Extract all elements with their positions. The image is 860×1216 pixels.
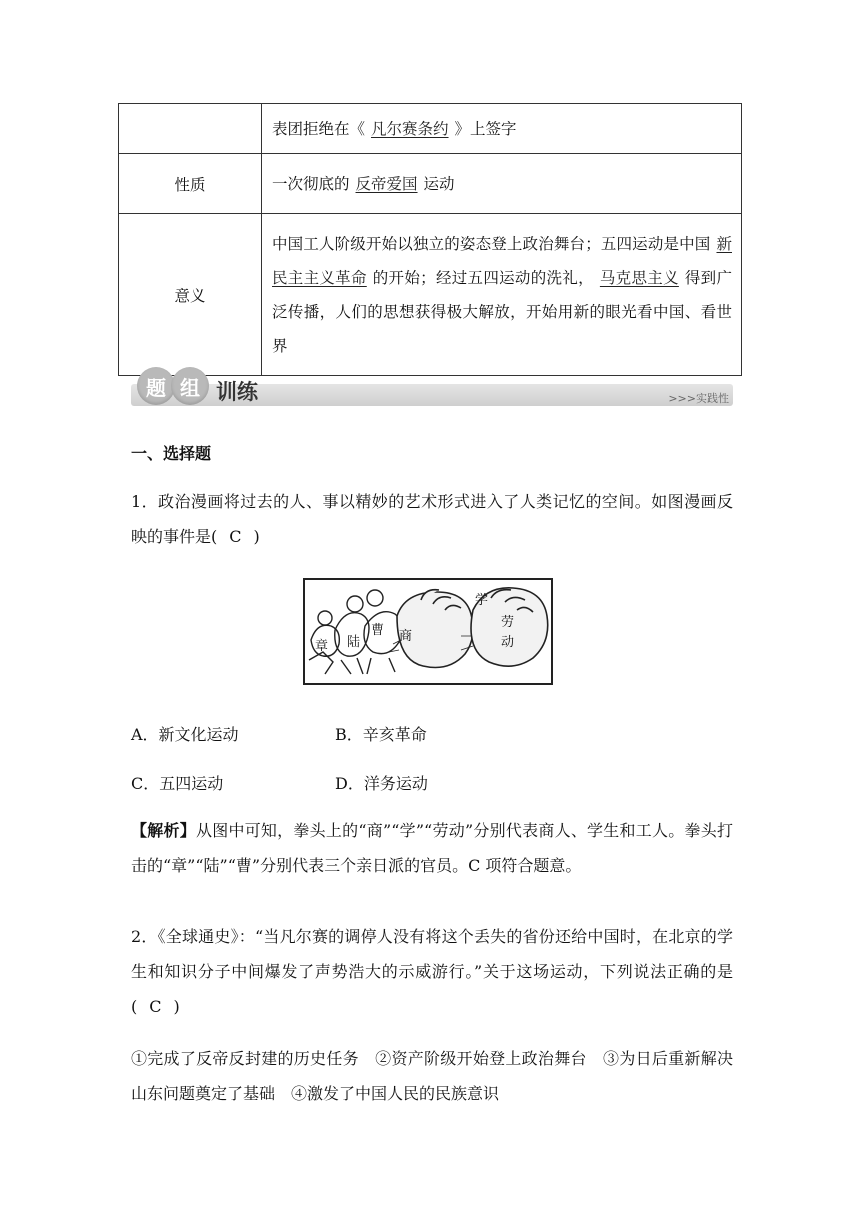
table-row [119, 104, 742, 154]
answer-fill: 反帝爱国 [355, 174, 418, 193]
banner-badge: 组 [171, 367, 209, 405]
answer-fill: 凡尔赛条约 [371, 119, 449, 138]
question-text: ) [173, 997, 180, 1016]
section-banner [131, 366, 735, 414]
answer-fill: 新民主主义革命 [272, 234, 732, 287]
option-d: D．洋务运动 [335, 774, 428, 793]
cartoon-label: 陆 [347, 635, 361, 650]
cartoon-label: 劳 [501, 615, 515, 630]
row-content [262, 104, 742, 154]
text-segment: 的开始；经过五四运动的洗礼， [372, 268, 594, 287]
question-2-stem [131, 919, 733, 1024]
table-row [119, 214, 742, 376]
question-2-statements: ①完成了反帝反封建的历史任务 ②资产阶级开始登上政治舞台 ③为日后重新解决山东问题奠定了基础 ④激发了中国人民的民族意识 [131, 1049, 733, 1103]
question-text: 1．政治漫画将过去的人、事以精妙的艺术形式进入了人类记忆的空间。如图漫画反映的事件是( [131, 492, 733, 546]
option-a: A．新文化运动 [131, 725, 239, 744]
cartoon-label: 商 [399, 629, 413, 644]
political-cartoon [303, 578, 553, 685]
question-1-stem [131, 484, 733, 554]
text-segment: 运动 [423, 174, 455, 193]
section-heading: 一、选择题 [131, 444, 212, 463]
banner-badge: 题 [137, 367, 175, 405]
history-summary-table [118, 103, 742, 376]
cartoon-label: 章 [315, 639, 329, 654]
question-1-analysis [131, 813, 733, 883]
cartoon-label: 学 [475, 593, 489, 608]
question-text: 2．《全球通史》：“当凡尔赛的调停人没有将这个丢失的省份还给中国时，在北京的学生和知识分子中间爆发了声势浩大的示威游行。”关于这场运动，下列说法正确的是( [131, 927, 733, 1016]
analysis-text: 从图中可知，拳头上的“商”“学”“劳动”分别代表商人、学生和工人。拳头打击的“章”“陆”“曹”分别代表三个亲日派的官员。C 项符合题意。 [131, 821, 733, 875]
row-label [119, 104, 262, 154]
text-segment: 》上签字 [454, 119, 517, 138]
table-row [119, 154, 742, 214]
analysis-label: 【解析】 [131, 821, 196, 840]
banner-tag: >>>实践性 [668, 392, 729, 405]
option-c: C．五四运动 [131, 774, 224, 793]
text-segment: 表团拒绝在《 [272, 119, 366, 138]
text-segment: 一次彻底的 [272, 174, 350, 193]
row-content [262, 214, 742, 376]
text-segment: 得到广泛传播，人们的思想获得极大解放，开始用新的眼光看中国、看世界 [272, 268, 732, 355]
text-segment: 中国工人阶级开始以独立的姿态登上政治舞台；五四运动是中国 [272, 234, 711, 253]
option-b: B．辛亥革命 [335, 725, 427, 744]
row-content [262, 154, 742, 214]
answer-fill: 马克思主义 [599, 268, 679, 287]
cartoon-label: 动 [501, 635, 515, 650]
row-label: 性质 [119, 154, 262, 214]
question-text: ) [253, 527, 260, 546]
cartoon-label: 曹 [371, 623, 385, 638]
question-answer: C [149, 997, 162, 1016]
cartoon-illustration [305, 580, 551, 683]
row-label: 意义 [119, 214, 262, 376]
question-answer: C [229, 527, 242, 546]
banner-title: 训练 [216, 380, 258, 404]
